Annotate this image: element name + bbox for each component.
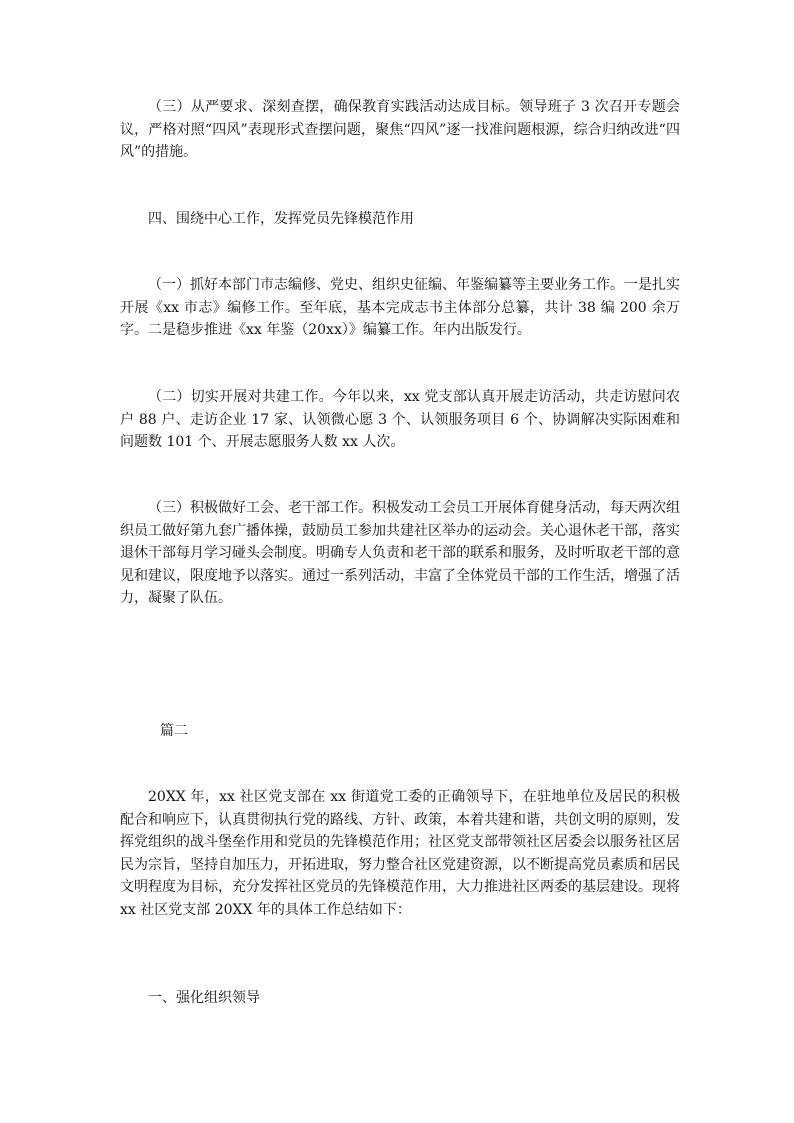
paragraph-joint-construction: （二）切实开展对共建工作。今年以来，xx 党支部认真开展走访活动，共走访慰问农户 88 户、走访企业 17 家、认领微心愿 3 个、认领服务项目 6 个、协调解决实际困难和问题数 101 个、开展志愿服务人数 xx 人次。 (120, 389, 680, 450)
paragraph-strict-requirements: （三）从严要求、深刻查摆，确保教育实践活动达成目标。领导班子 3 次召开专题会议，严格对照“四风”表现形式查摆问题，聚焦“四风”逐一找准问题根源，综合归纳改进“四风”的措施。 (120, 99, 680, 160)
paragraph-main-business: （一）抓好本部门市志编修、党史、组织史征编、年鉴编纂等主要业务工作。一是扎实开展《xx 市志》编修工作。至年底，基本完成志书主体部分总纂，共计 38 编 200 余万字。二是稳步推进《xx 年鉴（20xx）》编纂工作。年内出版发行。 (120, 277, 680, 338)
chapter-two-heading: 篇二 (160, 723, 188, 739)
section-heading-one: 一、强化组织领导 (148, 990, 260, 1006)
paragraph-chapter-two-intro: 20XX 年，xx 社区党支部在 xx 街道党工委的正确领导下，在驻地单位及居民的积极配合和响应下，认真贯彻执行党的路线、方针、政策，本着共建和谐，共创文明的原则，发挥党组织的战斗堡垒作用和党员的先锋模范作用；社区党支部带领社区居委会以服务社区居民为宗旨，坚持自加压力，开拓进取，努力整合社区党建资源，以不断提高党员素质和居民文明程度为目标，充分发挥社区党员的先锋模范作用，大力推进社区两委的基层建设。现将 xx 社区党支部 20XX 年的具体工作总结如下： (120, 789, 680, 918)
paragraph-union-cadre-work: （三）积极做好工会、老干部工作。积极发动工会员工开展体育健身活动，每天两次组织员工做好第九套广播体操，鼓励员工参加共建社区举办的运动会。关心退休老干部，落实退休干部每月学习碰头会制度。明确专人负责和老干部的联系和服务，及时听取老干部的意见和建议，限度地予以落实。通过一系列活动，丰富了全体党员干部的工作生活，增强了活力，凝聚了队伍。 (120, 500, 680, 606)
section-heading-four: 四、围绕中心工作，发挥党员先锋模范作用 (148, 211, 414, 227)
